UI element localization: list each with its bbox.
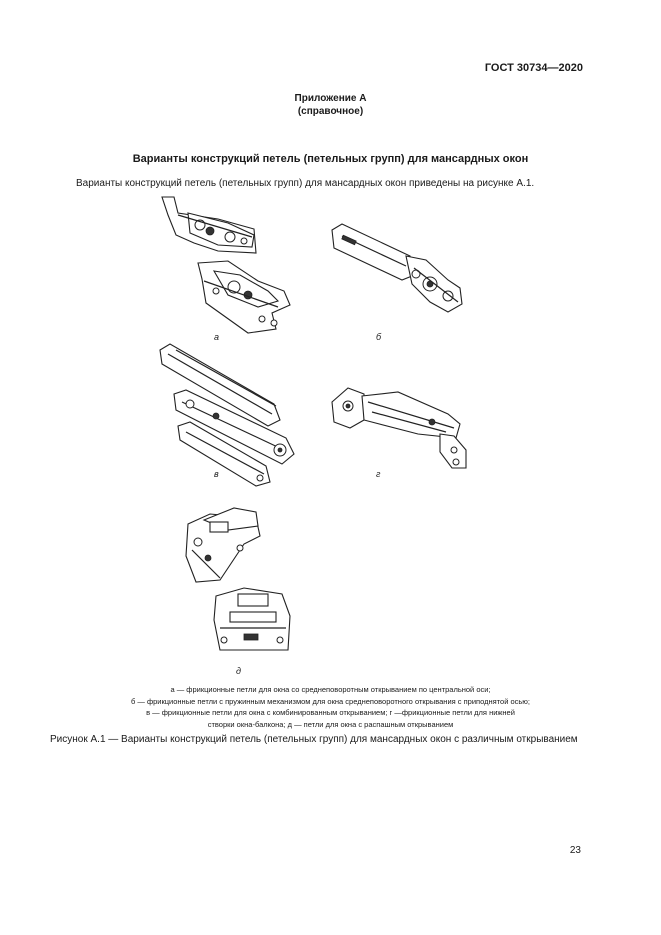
figure-caption: Рисунок А.1 — Варианты конструкций петель (петельных групп) для мансардных окон с различным открыванием: [50, 734, 578, 745]
figure-b-hinge-drawing: [330, 222, 470, 318]
figure-b-label: б: [376, 332, 382, 342]
figure-a-label: а: [214, 332, 220, 342]
legend-line: б — фрикционные петли с пружинным механизмом для окна среднеповоротного открывания с приподнятой осью;: [130, 696, 531, 706]
figure-d-hinge-drawing: [328, 384, 474, 470]
figure-e-label: д: [236, 666, 241, 676]
section-heading: Варианты конструкций петель (петельных групп) для мансардных окон: [132, 153, 529, 165]
figure-a-hinge-drawing: [158, 195, 298, 335]
legend-line: в — фрикционные петли для окна с комбинированным открыванием; г —фрикционные петли для нижней: [146, 708, 515, 717]
figure-c-hinge-drawing: [156, 342, 306, 488]
appendix-type: (справочное): [297, 106, 364, 117]
appendix-label: Приложение А: [294, 93, 367, 104]
page-number: 23: [569, 845, 581, 856]
legend-line: а — фрикционные петли для окна со среднеповоротным открыванием по центральной оси;: [170, 685, 491, 694]
figure-c-label: в: [214, 469, 219, 479]
intro-paragraph: Варианты конструкций петель (петельных групп) для мансардных окон приведены на рисунке А.1.: [76, 178, 535, 189]
standard-number: ГОСТ 30734—2020: [484, 62, 583, 74]
appendix-title: [0, 92, 661, 118]
figure-legend: [0, 684, 661, 730]
legend-line: створки окна-балкона; д — петли для окна с распашным открыванием: [207, 719, 454, 729]
figure-e-hinge-drawing: [180, 500, 300, 660]
figure-d-label: г: [376, 469, 381, 479]
